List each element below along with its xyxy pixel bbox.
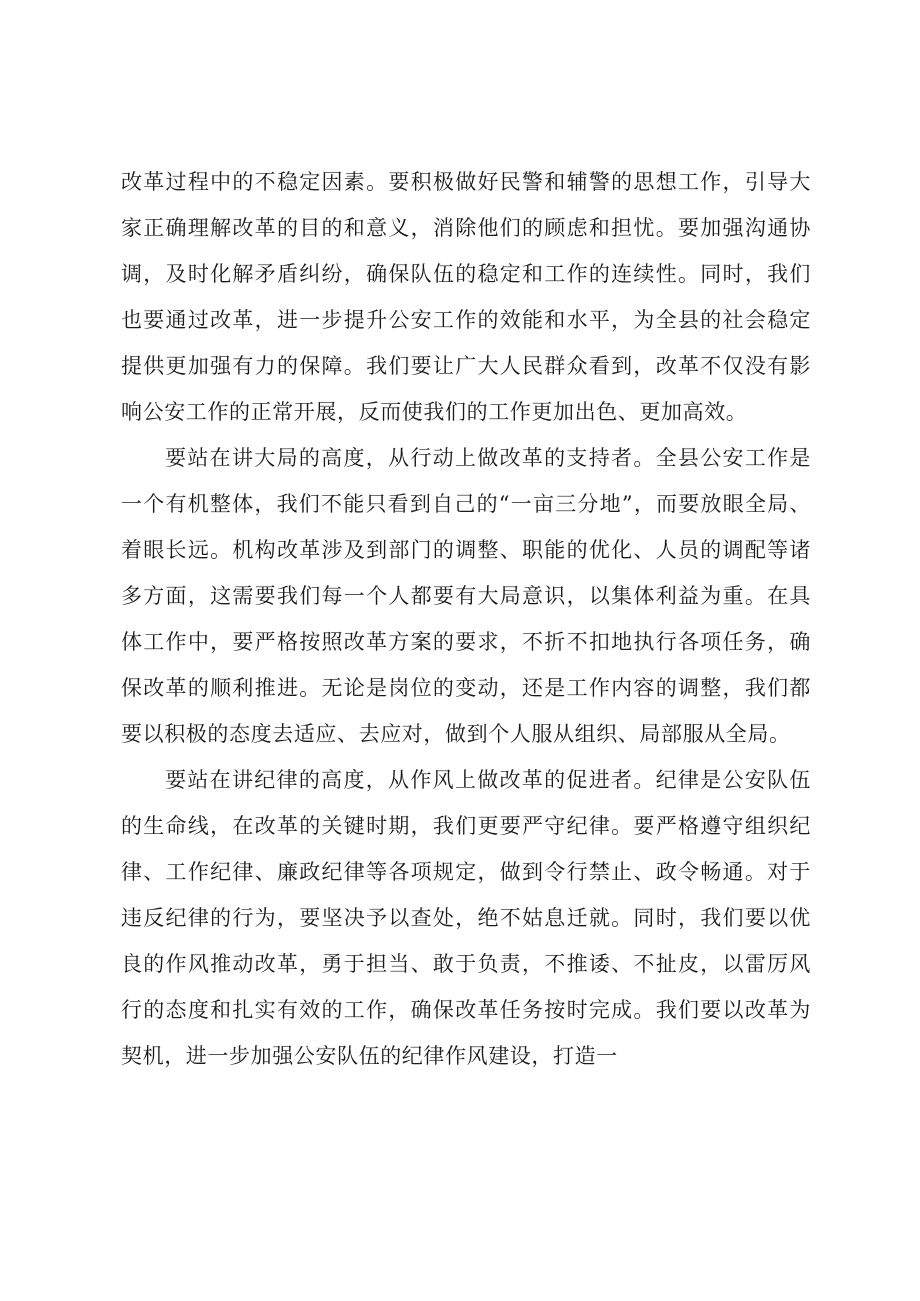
paragraph-2: 要站在讲大局的高度，从行动上做改革的支持者。全县公安工作是一个有机整体，我们不能只看到自己的“一亩三分地”，而要放眼全局、着眼长远。机构改革涉及到部门的调整、职能的优化、人员的调配等诸多方面，这需要我们每一个人都要有大局意识，以集体利益为重。在具体工作中，要严格按照改革方案的要求，不折不扣地执行各项任务，确保改革的顺利推进。无论是岗位的变动，还是工作内容的调整，我们都要以积极的态度去适应、去应对，做到个人服从组织、局部服从全局。 <box>121 446 811 746</box>
document-body <box>121 159 811 1079</box>
paragraph-1: 改革过程中的不稳定因素。要积极做好民警和辅警的思想工作，引导大家正确理解改革的目的和意义，消除他们的顾虑和担忧。要加强沟通协调，及时化解矛盾纠纷，确保队伍的稳定和工作的连续性。同时，我们也要通过改革，进一步提升公安工作的效能和水平，为全县的社会稳定提供更加强有力的保障。我们要让广大人民群众看到，改革不仅没有影响公安工作的正常开展，反而使我们的工作更加出色、更加高效。 <box>121 170 811 424</box>
paragraph-3: 要站在讲纪律的高度，从作风上做改革的促进者。纪律是公安队伍的生命线，在改革的关键时期，我们更要严守纪律。要严格遵守组织纪律、工作纪律、廉政纪律等各项规定，做到令行禁止、政令畅通。对于违反纪律的行为，要坚决予以查处，绝不姑息迁就。同时，我们要以优良的作风推动改革，勇于担当、敢于负责，不推诿、不扯皮，以雷厉风行的态度和扎实有效的工作，确保改革任务按时完成。我们要以改革为契机，进一步加强公安队伍的纪律作风建设，打造一 <box>121 768 811 1068</box>
